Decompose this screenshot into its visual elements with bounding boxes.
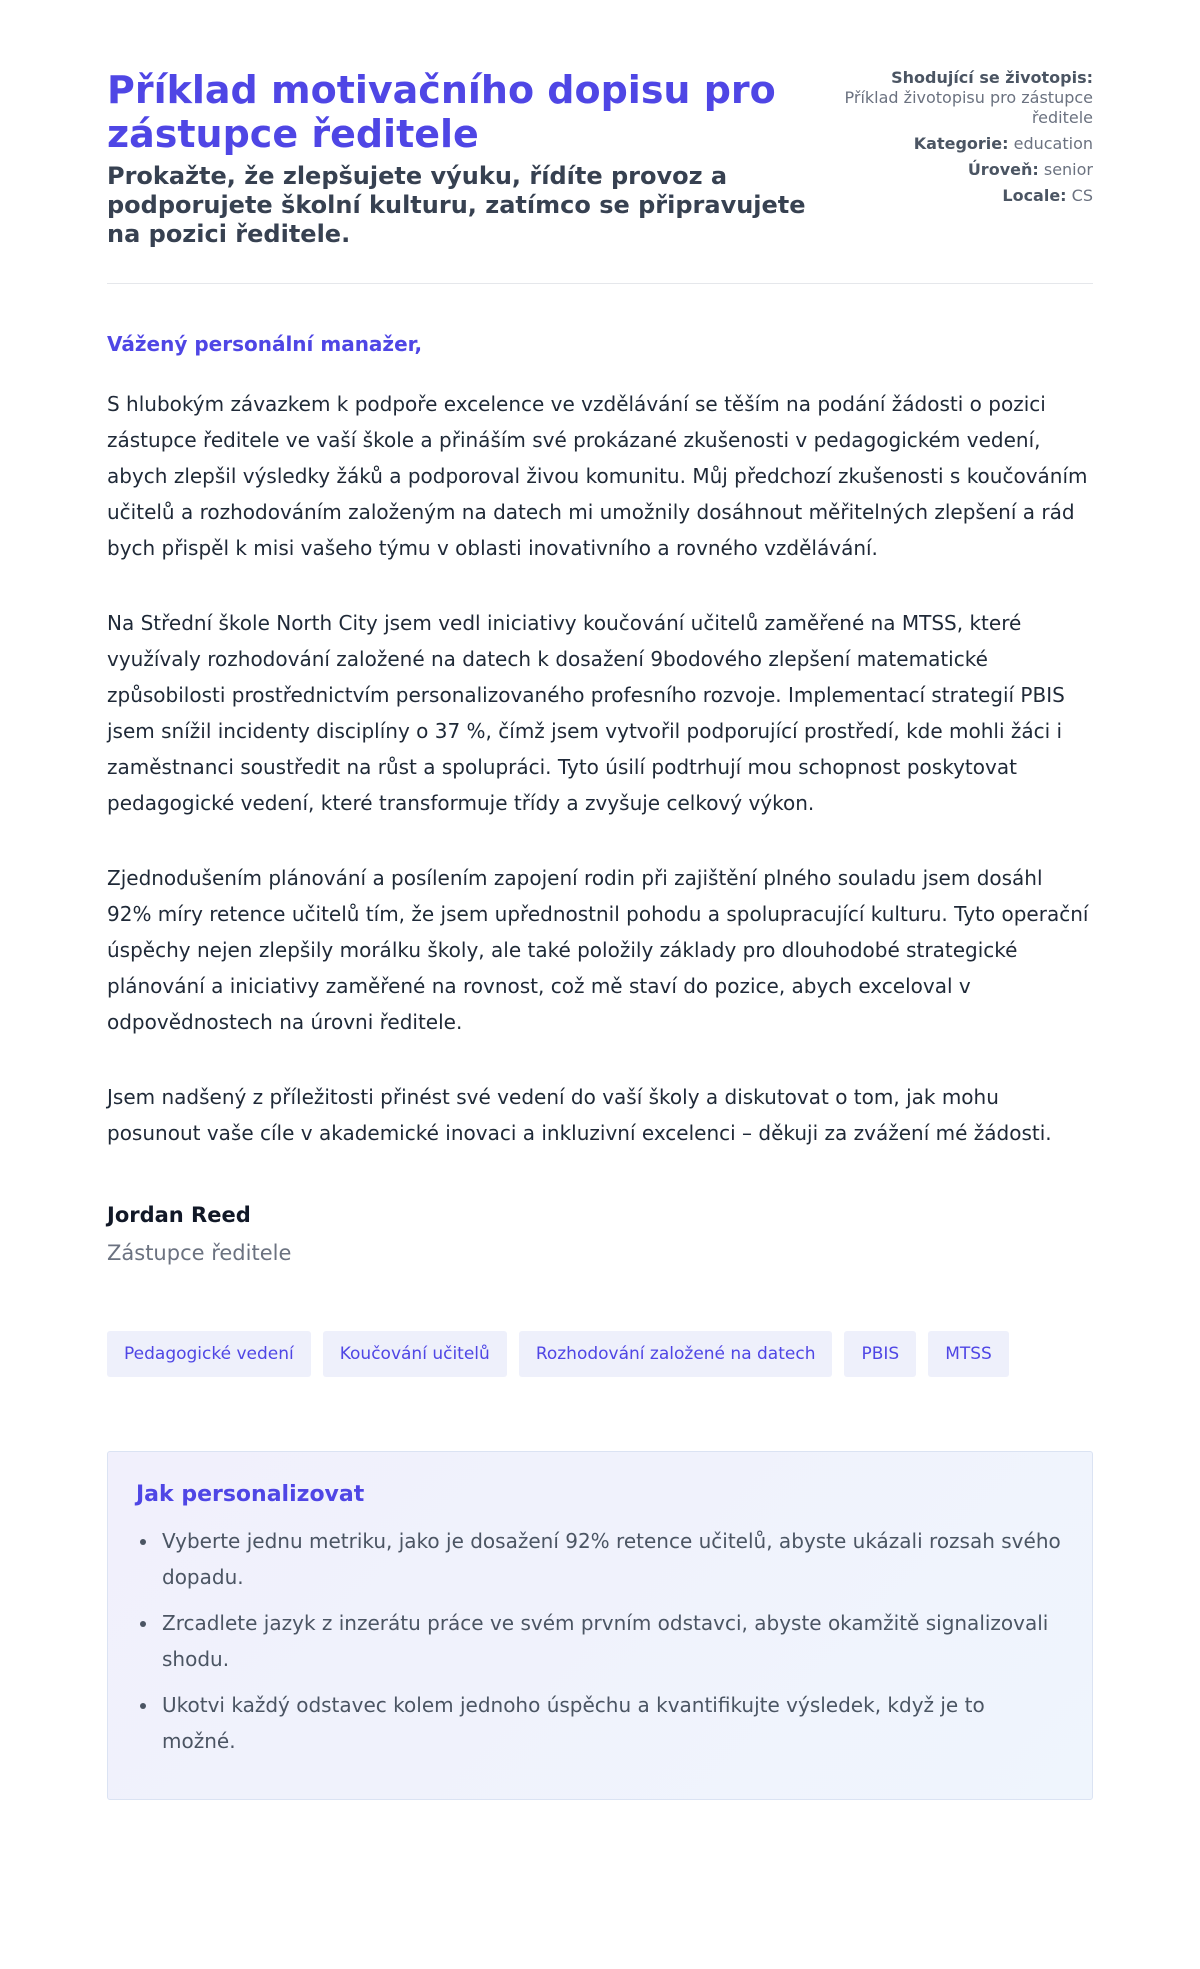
meta-level-label: Úroveň: <box>967 160 1039 179</box>
signature-role: Zástupce ředitele <box>107 1240 292 1265</box>
letter-body <box>107 386 1093 1151</box>
letter-paragraph: Na Střední škole North City jsem vedl iniciativy koučování učitelů zaměřené na MTSS, které využívaly rozhodování založené na datech k dosažení 9bodového zlepšení matematické způsobilosti prostřednictvím personalizovaného profesního rozvoje. Implementací strategií PBIS jsem snížil incidenty disciplíny o 37 %, čímž jsem vytvořil podporující prostředí, kde mohli žáci i zaměstnanci soustředit na růst a spolupráci. Tyto úsilí podtrhují mou schopnost poskytovat pedagogické vedení, které transformuje třídy a zvyšuje celkový výkon. <box>107 610 1065 815</box>
skill-tag: PBIS <box>844 1331 916 1377</box>
page-subtitle: Prokažte, že zlepšujete výuku, řídíte provoz a podporujete školní kulturu, zatímco se připravujete na pozici ředitele. <box>107 162 806 248</box>
letter-paragraph: Zjednodušením plánování a posílením zapojení rodin při zajištění plného souladu jsem dosáhl 92% míry retence učitelů tím, že jsem upřednostnil pohodu a spolupracující kulturu. Tyto operační úspěchy nejen zlepšily morálku školy, ale také položily základy pro dlouhodobé strategické plánování a iniciativy zaměřené na rovnost, což mě staví do pozice, abych exceloval v odpovědnostech na úrovni ředitele. <box>107 865 1089 1034</box>
tips-item: Vyberte jednu metriku, jako je dosažení 92% retence učitelů, abyste ukázali rozsah svého dopadu. <box>136 1523 1064 1595</box>
skill-tag: Koučování učitelů <box>323 1331 507 1377</box>
signature-name: Jordan Reed <box>107 1202 251 1227</box>
skill-tag: MTSS <box>928 1331 1009 1377</box>
signature-block <box>107 1203 1093 1265</box>
skill-tag: Pedagogické vedení <box>107 1331 311 1377</box>
meta-locale-value: CS <box>1071 186 1093 205</box>
tips-item: Ukotvi každý odstavec kolem jednoho úspěchu a kvantifikujte výsledek, když je to možné. <box>136 1687 1064 1759</box>
header-titles <box>107 68 827 249</box>
meta-category-label: Kategorie: <box>913 134 1009 153</box>
skill-tag: Rozhodování založené na datech <box>519 1331 833 1377</box>
meta-level-value: senior <box>1043 160 1093 179</box>
meta-locale <box>843 186 1093 206</box>
meta-resume <box>843 68 1093 128</box>
meta-category-value: education <box>1013 134 1093 153</box>
meta-panel <box>843 68 1093 212</box>
personalize-tips-box <box>107 1451 1093 1800</box>
skill-tags <box>107 1331 1093 1377</box>
page-header <box>107 68 1093 284</box>
meta-locale-label: Locale: <box>1002 186 1067 205</box>
letter-paragraph: Jsem nadšený z příležitosti přinést své vedení do vaší školy a diskutovat o tom, jak mohu posunout vaše cíle v akademické inovaci a inkluzivní excelenci – děkuji za zvážení mé žádosti. <box>107 1084 1052 1145</box>
meta-resume-link[interactable]: Příklad životopisu pro zástupce ředitele <box>844 88 1093 127</box>
letter-paragraph: S hlubokým závazkem k podpoře excelence ve vzdělávání se těším na podání žádosti o pozici zástupce ředitele ve vaší škole a přináším své prokázané zkušenosti v pedagogickém vedení, abych zlepšil výsledky žáků a podporoval živou komunitu. Můj předchozí zkušenosti s koučováním učitelů a rozhodováním založeným na datech mi umožnily dosáhnout měřitelných zlepšení a rád bych přispěl k misi vašeho týmu v oblasti inovativního a rovného vzdělávání. <box>107 391 1088 560</box>
tips-title: Jak personalizovat <box>136 1481 365 1507</box>
meta-resume-label: Shodující se životopis: <box>891 68 1093 87</box>
tips-list <box>136 1523 1064 1759</box>
meta-level <box>843 160 1093 180</box>
meta-category <box>843 134 1093 154</box>
salutation: Vážený personální manažer, <box>107 331 423 356</box>
page-title: Příklad motivačního dopisu pro zástupce ředitele <box>107 68 776 157</box>
tips-item: Zrcadlete jazyk z inzerátu práce ve svém prvním odstavci, abyste okamžitě signalizovali shodu. <box>136 1605 1064 1677</box>
